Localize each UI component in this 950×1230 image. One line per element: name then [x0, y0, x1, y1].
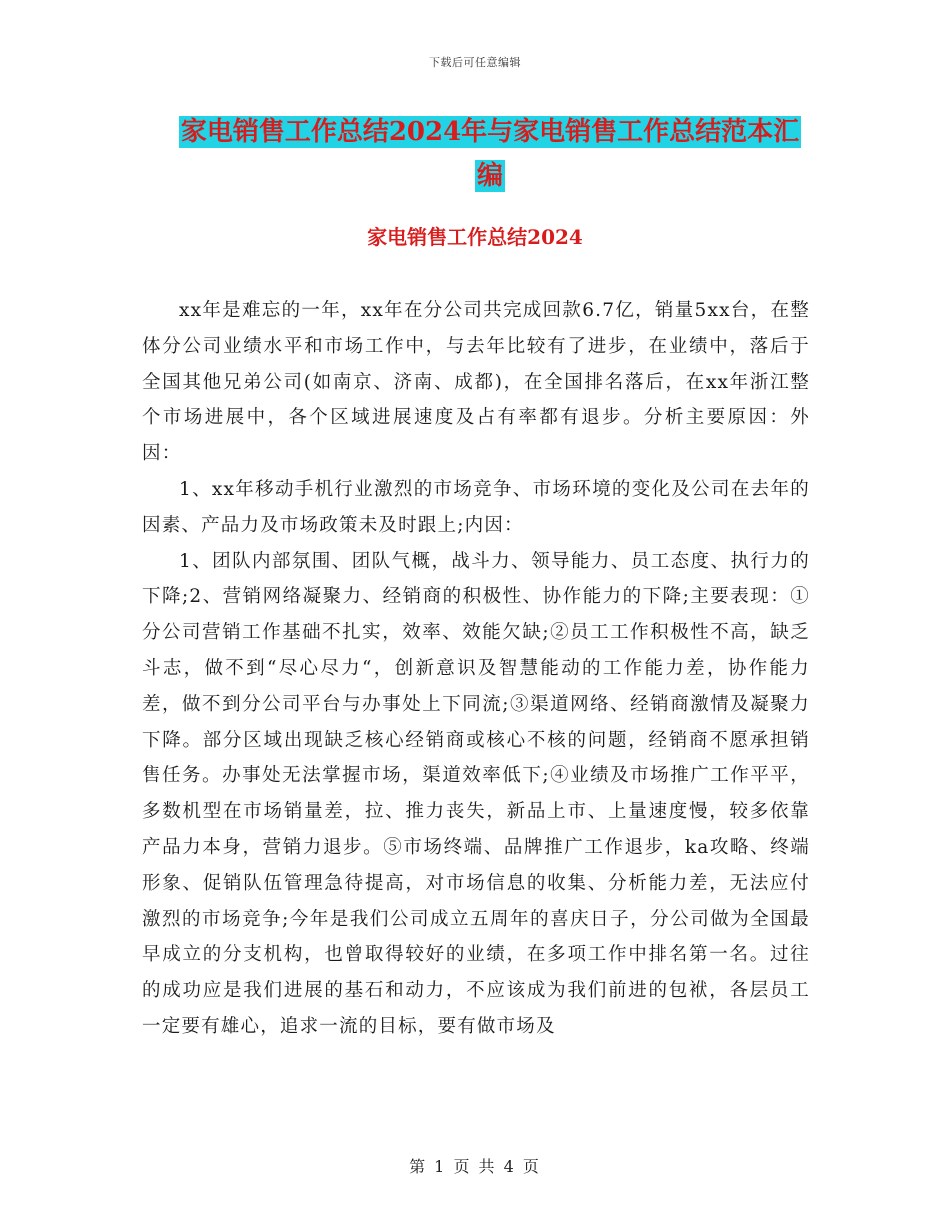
body-paragraph: xx年是难忘的一年，xx年在分公司共完成回款6.7亿，销量5xx台，在整体分公司业绩水平和市场工作中，与去年比较有了进步，在业绩中，落后于全国其他兄弟公司(如南京、济南、成都)，在全国排名落后，在xx年浙江整个市场进展中，各个区域进展速度及占有率都有退步。分析主要原因：外因： — [142, 300, 810, 465]
header-note: 下载后可任意编辑 — [429, 56, 521, 69]
document-body — [142, 293, 810, 1045]
section-title: 家电销售工作总结2024 — [367, 225, 583, 249]
document-title-text: 家电销售工作总结2024年与家电销售工作总结范本汇编 — [180, 117, 800, 191]
body-paragraph: 1、xx年移动手机行业激烈的市场竞争、市场环境的变化及公司在去年的因素、产品力及市场政策未及时跟上;内因： — [142, 478, 810, 536]
body-paragraph: 1、团队内部氛围、团队气概，战斗力、领导能力、员工态度、执行力的下降;2、营销网络凝聚力、经销商的积极性、协作能力的下降;主要表现：①分公司营销工作基础不扎实，效率、效能欠缺;②员工工作积极性不高，缺乏斗志，做不到“尽心尽力“，创新意识及智慧能动的工作能力差，协作能力差，做不到分公司平台与办事处上下同流;③渠道网络、经销商激情及凝聚力下降。部分区域出现缺乏核心经销商或核心不核的问题，经销商不愿承担销售任务。办事处无法掌握市场，渠道效率低下;④业绩及市场推广工作平平，多数机型在市场销量差，拉、推力丧失，新品上市、上量速度慢，较多依靠产品力本身，营销力退步。⑤市场终端、品牌推广工作退步，ka攻略、终端形象、促销队伍管理急待提高，对市场信息的收集、分析能力差，无法应付激烈的市场竞争;今年是我们公司成立五周年的喜庆日子，分公司做为全国最早成立的分支机构，也曾取得较好的业绩，在多项工作中排名第一名。过往的成功应是我们进展的基石和动力，不应该成为我们前进的包袱，各层员工一定要有雄心，追求一流的目标，要有做市场及 — [142, 550, 810, 1037]
page-number: 第 1 页 共 4 页 — [409, 1157, 541, 1176]
document-title — [170, 110, 810, 198]
